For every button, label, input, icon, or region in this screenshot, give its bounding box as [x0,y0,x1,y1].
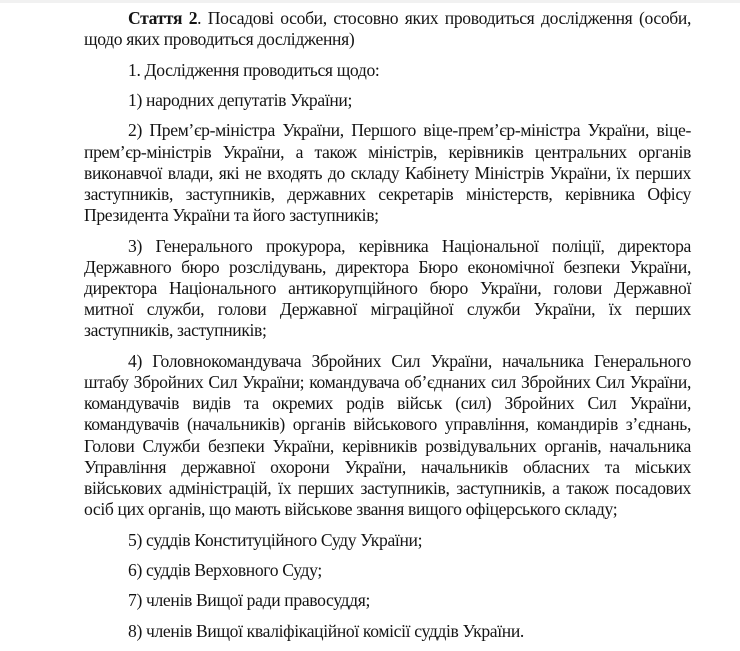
list-item-5: 5) суддів Конституційного Суду України; [128,529,423,550]
list-item-1: 1) народних депутатів України; [128,89,353,110]
clause-1: 1. Дослідження проводиться щодо: [128,59,380,80]
list-item-8: 8) членів Вищої кваліфікаційної комісії суддів України. [128,620,524,641]
list-item-2: 2) Прем’єр-міністра України, Першого віце-прем’єр-міністра України, віце-прем’єр-міністрів України, а також міністрів, керівників центральних органів виконавчої влади, які не входять до складу Кабінету Міністрів України, їх перших заступників, заступників, державних секретарів міністерств, керівника Офісу Президента України та його заступників; [84,120,691,226]
list-item-4: 4) Головнокомандувача Збройних Сил України, начальника Генерального штабу Збройних Сил України; командувача об’єднаних сил Збройних Сил України, командувачів видів та окремих родів військ (сил) Збройних Сил України, командувачів (начальників) органів військового управління, командирів з’єднань, Голови Служби безпеки України, керівників розвідувальних органів, начальника Управління державної охорони України, начальників обласних та міських військових адміністрацій, їх перших заступників, заступників, а також посадових осіб цих органів, що мають військове звання вищого офіцерського складу; [84,350,691,520]
list-item-3: 3) Генерального прокурора, керівника Національної поліції, директора Державного бюро розслідувань, директора Бюро економічної безпеки України, директора Національного антикорупційного бюро України, голови Державної митної служби, голови Державної міграційної служби України, їх перших заступників, заступників; [84,235,691,341]
document-body [84,8,691,651]
article-number: Стаття 2 [128,8,198,28]
list-item-7: 7) членів Вищої ради правосуддя; [128,590,371,611]
list-item-6: 6) суддів Верховного Суду; [128,559,322,580]
article-heading [84,8,691,50]
article-title: . Посадові особи, стосовно яких проводиться дослідження (особи, щодо яких проводиться дослідження) [84,8,691,50]
top-edge-band [0,0,740,3]
